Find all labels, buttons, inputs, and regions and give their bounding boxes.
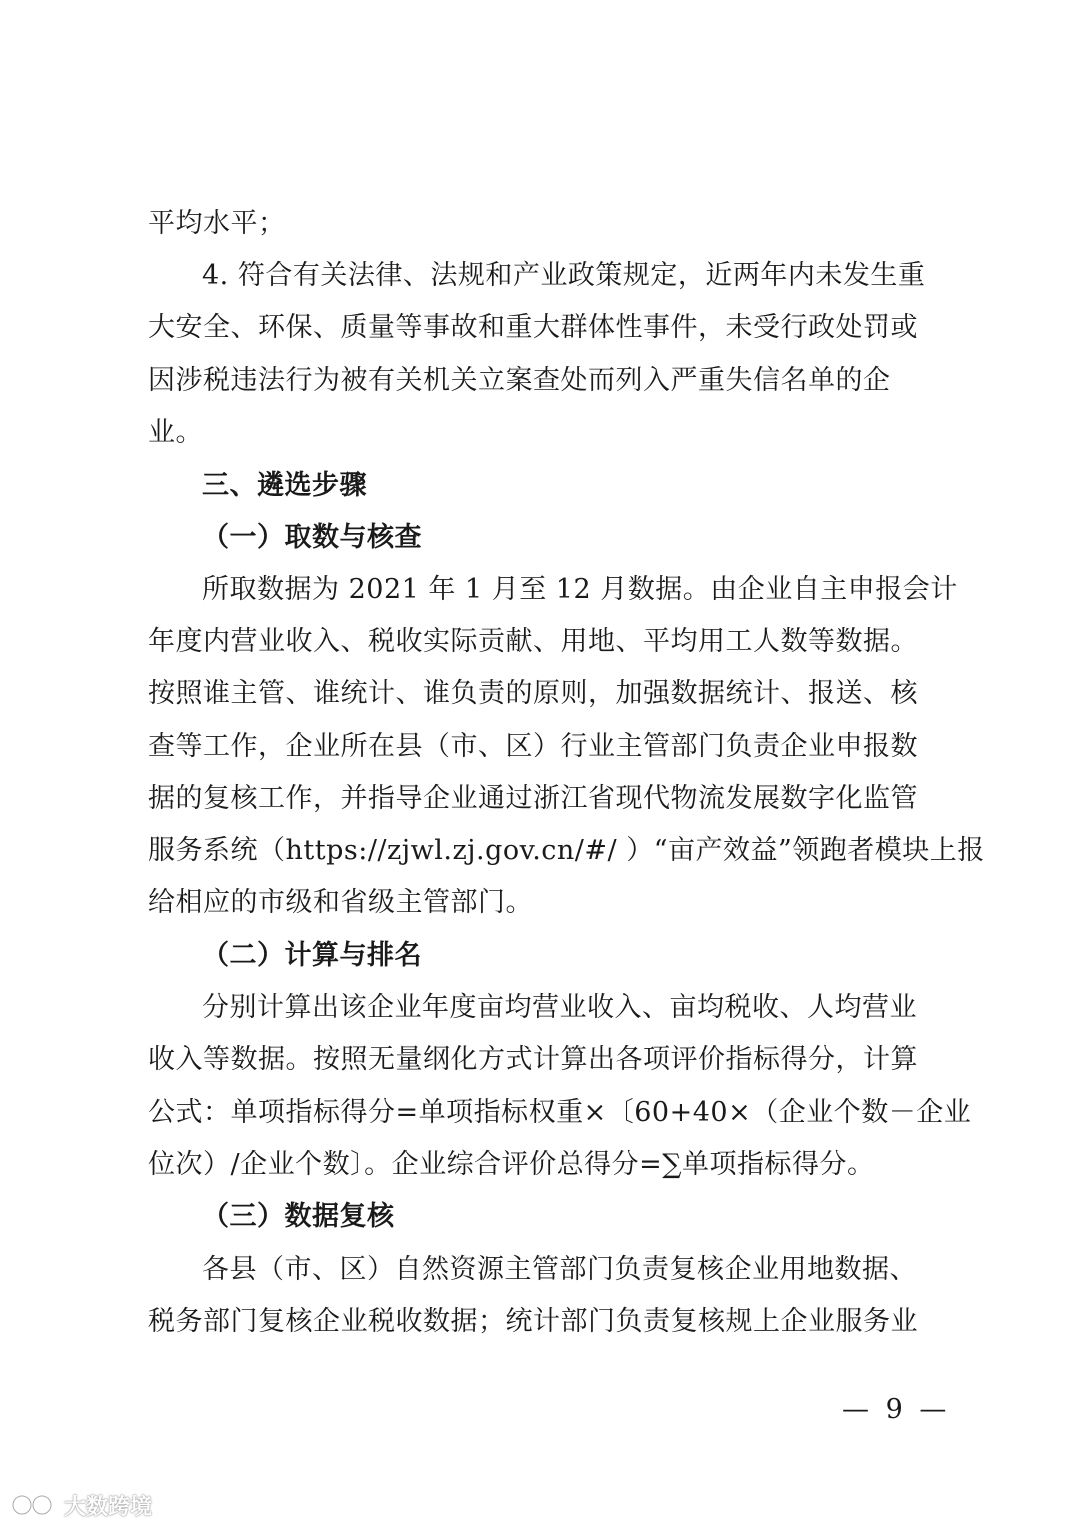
subsection-heading: （一）取数与核查 (202, 522, 422, 553)
text-line: 因涉税违法行为被有关机关立案查处而列入严重失信名单的企 (148, 365, 891, 396)
watermark-text: 大数跨境 (64, 1494, 153, 1520)
text-line: 业。 (148, 417, 203, 448)
text-line: 税务部门复核企业税收数据；统计部门负责复核规上企业服务业 (148, 1306, 918, 1337)
text-line: 平均水平； (148, 208, 286, 239)
text-line: 查等工作，企业所在县（市、区）行业主管部门负责企业申报数 (148, 731, 918, 762)
text-line: 年度内营业收入、税收实际贡献、用地、平均用工人数等数据。 (148, 626, 918, 657)
page-number: — 9 — (842, 1394, 951, 1425)
formula-line: 位次）/企业个数〕。企业综合评价总得分=∑单项指标得分。 (148, 1149, 875, 1180)
text-line: 4. 符合有关法律、法规和产业政策规定，近两年内未发生重 (202, 260, 926, 291)
subsection-heading: （二）计算与排名 (202, 940, 422, 971)
text-line: 按照谁主管、谁统计、谁负责的原则，加强数据统计、报送、核 (148, 678, 918, 709)
text-line: 给相应的市级和省级主管部门。 (148, 887, 533, 918)
section-heading: 三、遴选步骤 (202, 470, 367, 501)
text-line: 收入等数据。按照无量纲化方式计算出各项评价指标得分，计算 (148, 1044, 918, 1075)
text-line: 据的复核工作，并指导企业通过浙江省现代物流发展数字化监管 (148, 783, 918, 814)
text-line: 分别计算出该企业年度亩均营业收入、亩均税收、人均营业 (202, 992, 917, 1023)
watermark (10, 1488, 152, 1522)
text-line: 各县（市、区）自然资源主管部门负责复核企业用地数据、 (202, 1254, 917, 1285)
text-line: 所取数据为 2021 年 1 月至 12 月数据。由企业自主申报会计 (202, 574, 958, 605)
text-line: 大安全、环保、质量等事故和重大群体性事件，未受行政处罚或 (148, 312, 918, 343)
watermark-logo-icon (10, 1491, 58, 1519)
formula-line: 公式：单项指标得分=单项指标权重×〔60+40×（企业个数－企业 (148, 1097, 972, 1128)
subsection-heading: （三）数据复核 (202, 1201, 395, 1232)
text-line-with-url: 服务系统（https://zjwl.zj.gov.cn/#/ ）“亩产效益”领跑者模块上报 (148, 835, 985, 866)
